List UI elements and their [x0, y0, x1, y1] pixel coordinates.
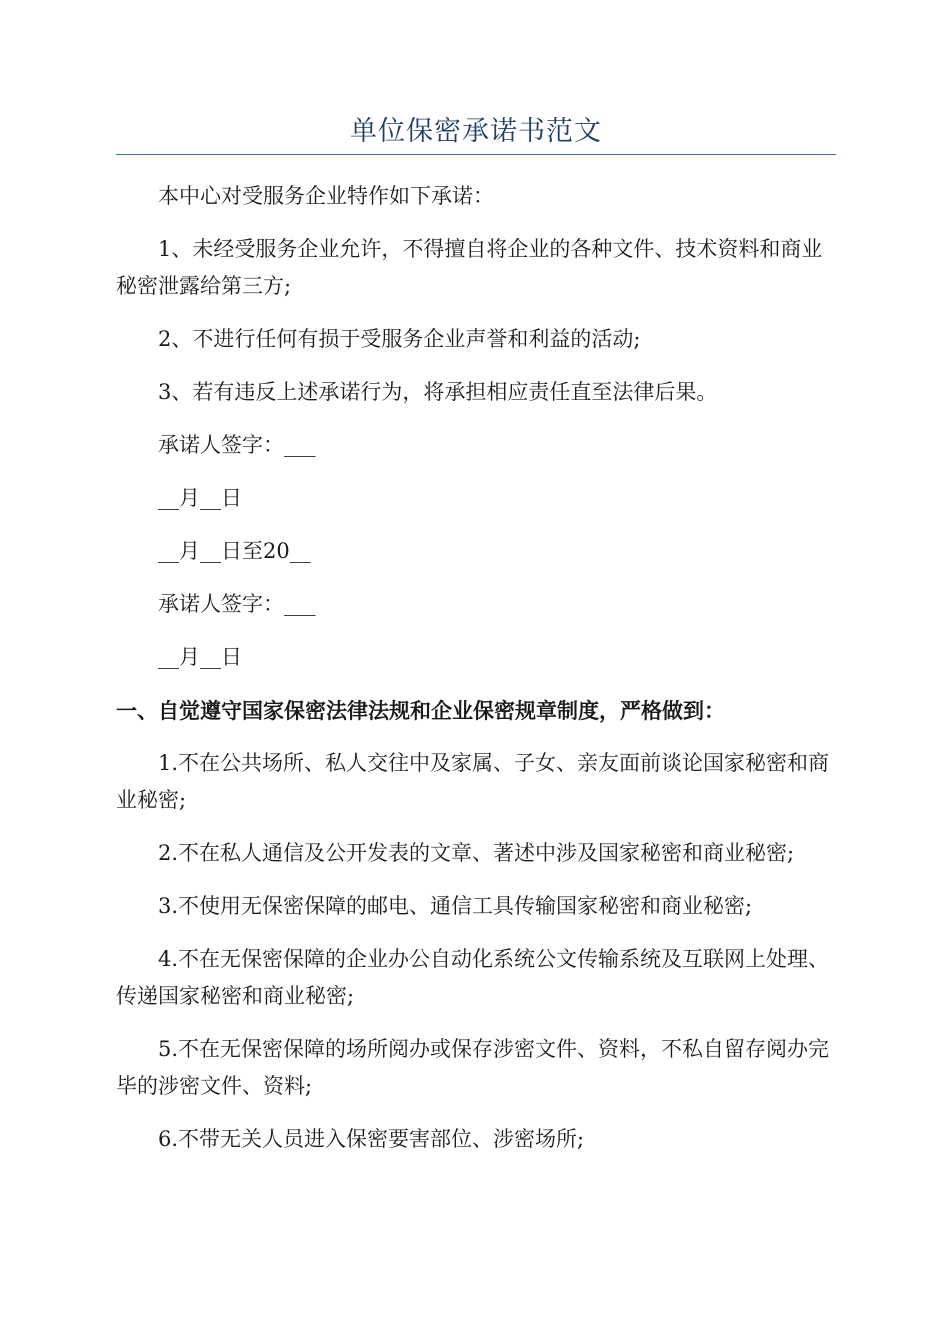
paragraph-commitment-2: 2、不进行任何有损于受服务企业声誉和利益的活动; [158, 327, 641, 351]
list-item: 5.不在无保密保障的场所阅办或保存涉密文件、资料，不私自留存阅办完毕的涉密文件、资料; [116, 1037, 830, 1098]
paragraph-commitment-3: 3、若有违反上述承诺行为，将承担相应责任直至法律后果。 [158, 380, 718, 404]
date-range-line: __月__日至20__ [158, 539, 311, 563]
paragraph-intro: 本中心对受服务企业特作如下承诺： [158, 184, 494, 208]
signature-line: 承诺人签字：___ [158, 592, 316, 616]
title-underline [116, 154, 836, 155]
list-item: 2.不在私人通信及公开发表的文章、著述中涉及国家秘密和商业秘密; [158, 841, 795, 865]
document-title: 单位保密承诺书范文 [350, 116, 602, 147]
list-item: 3.不使用无保密保障的邮电、通信工具传输国家秘密和商业秘密; [158, 894, 753, 918]
paragraph-commitment-1: 1、未经受服务企业允许，不得擅自将企业的各种文件、技术资料和商业秘密泄露给第三方; [116, 237, 823, 298]
list-item: 4.不在无保密保障的企业办公自动化系统公文传输系统及互联网上处理、传递国家秘密和商业秘密; [116, 947, 830, 1008]
signature-line: 承诺人签字：___ [158, 433, 316, 457]
list-item: 1.不在公共场所、私人交往中及家属、子女、亲友面前谈论国家秘密和商业秘密; [116, 751, 830, 812]
list-item: 6.不带无关人员进入保密要害部位、涉密场所; [158, 1127, 585, 1151]
section-heading: 一、自觉遵守国家保密法律法规和企业保密规章制度，严格做到： [116, 698, 725, 723]
date-line: __月__日 [158, 645, 242, 669]
date-line: __月__日 [158, 486, 242, 510]
document-body [116, 178, 836, 1174]
